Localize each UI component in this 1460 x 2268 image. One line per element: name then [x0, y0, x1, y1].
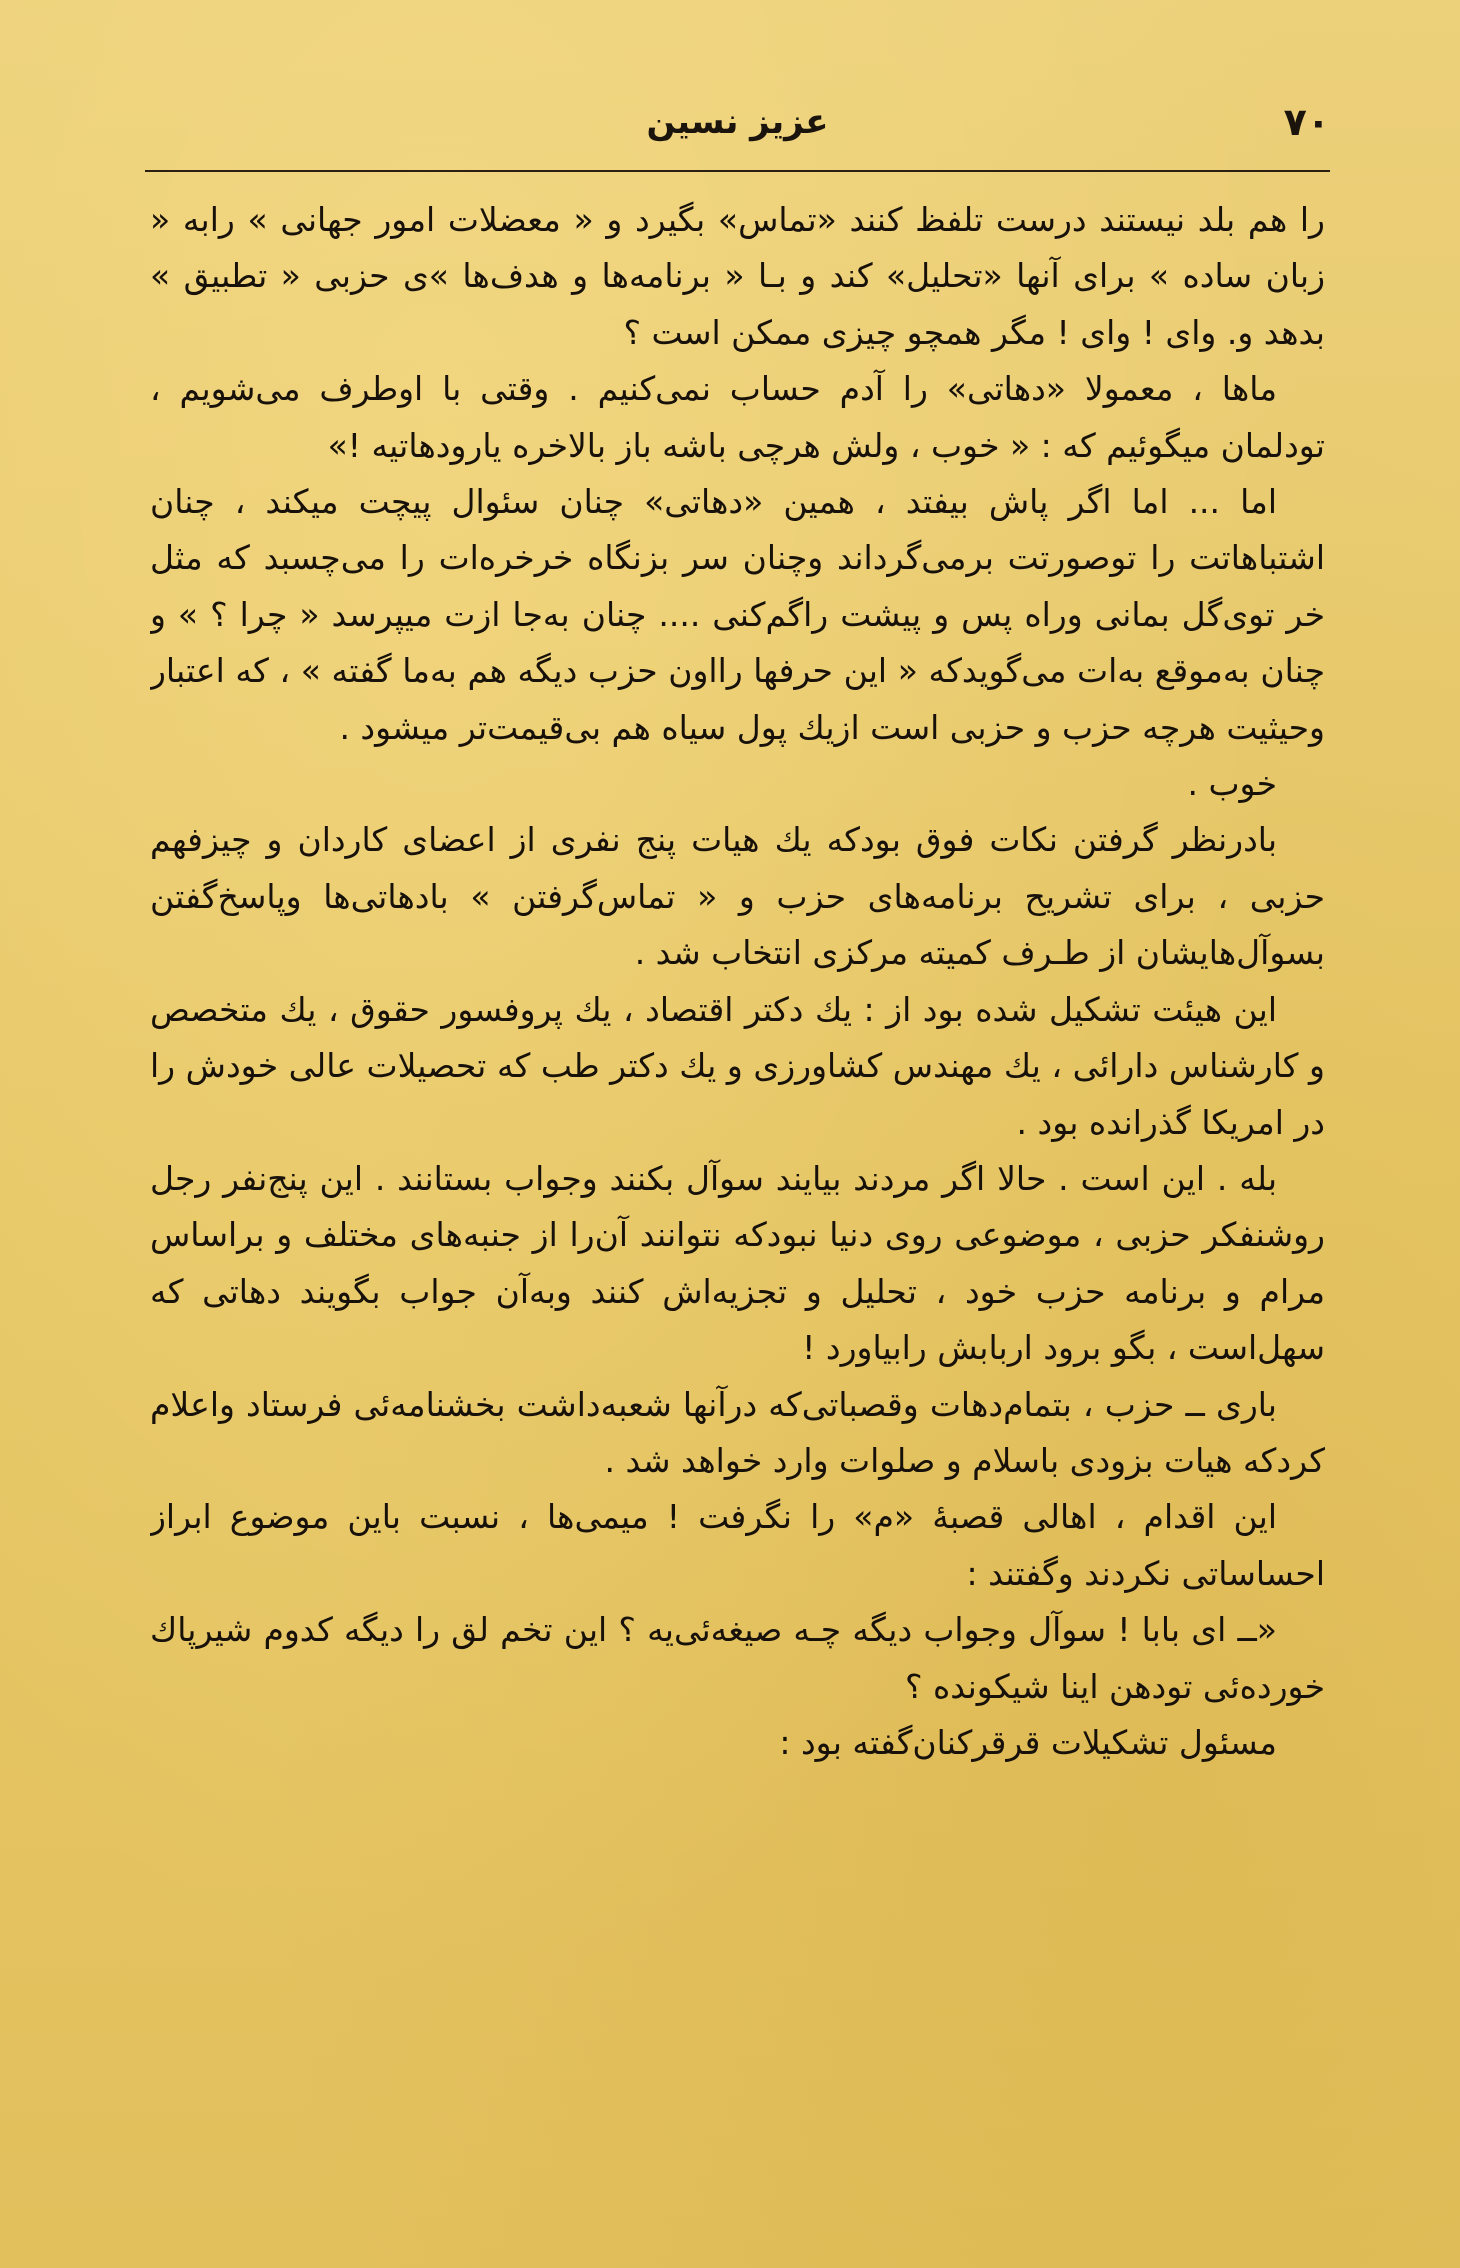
- running-title: عزیز نسین: [646, 102, 829, 142]
- page-number: ۷۰: [1283, 100, 1330, 144]
- paragraph: این اقدام ، اهالی قصبهٔ «م» را نگرفت ! میمی‌ها ، نسبت باین موضوع ابراز احساساتی نکردند وگفتند :: [150, 1497, 1325, 1593]
- body-text: [150, 192, 1325, 2202]
- paragraph: اما ... اما اگر پاش بیفتد ، همین «دهاتی» چنان سئوال پیچت میکند ، چنان اشتباهاتت را توصورتت برمی‌گرداند وچنان سر بزنگاه خرخره‌ات را می‌چسبد که مثل خر توی‌گل بمانی وراه پس و پیشت راگم‌کنی .... چنان به‌جا ازت میپرسد « چرا ؟ » و چنان به‌موقع به‌ات می‌گوید‌که « این حرفها رااون حزب دیگه هم به‌ما گفته » ، که اعتبار وحیثیت هرچه حزب و حزبی است ازیك پول سیاه هم بی‌قیمت‌تر میشود .: [150, 482, 1325, 747]
- paragraph: بادرنظر گرفتن نکات فوق بودکه یك هیات پنج نفری از اعضای کاردان و چیزفهم حزبی ، برای تشریح برنامه‌های حزب و « تماس‌گرفتن » بادهاتی‌ها وپاسخ‌گفتن بسوآل‌هایشان از طـرف کمیته مرکزی انتخاب شد .: [150, 820, 1325, 973]
- paragraph: مسئول تشکیلات قرقرکنان‌گفته بود :: [779, 1722, 1277, 1762]
- page-header: [145, 100, 1330, 160]
- paragraph: باری ــ حزب ، بتمام‌دهات وقصباتی‌که درآنها شعبه‌داشت بخشنامه‌ئی فرستاد واعلام کردکه هیات بزودی باسلام و صلوات وارد خواهد شد .: [150, 1384, 1325, 1480]
- paragraph: خوب .: [1187, 764, 1277, 804]
- header-rule: [145, 170, 1330, 172]
- paragraph: را هم بلد نیستند درست تلفظ کنند «تماس» بگیرد و « معضلات امور جهانی » رابه « زبان ساده » برای آنها «تحلیل» کند و بـا « برنامه‌ها و هدف‌ها »ی حزبی « تطبیق » بدهد و. وای ! وای ! مگر همچو چیزی ممکن است ؟: [150, 200, 1325, 352]
- paragraph: «ــ ای بابا ! سوآل وجواب دیگه چـه صیغه‌ئی‌یه ؟ این تخم لق را دیگه کدوم شیرپاك خورده‌ئی تودهن اینا شیکونده ؟: [150, 1610, 1325, 1706]
- paragraph: بله . این است . حالا اگر مردند بیایند سوآل بکنند وجواب بستانند . این پنج‌نفر رجل روشنفکر حزبی ، موضوعی روی دنیا نبودکه نتوانند آن‌را از جنبه‌های مختلف و براساس مرام و برنامه حزب خود ، تحلیل و تجزیه‌اش کنند وبه‌آن جواب بگویند دهاتی که سهل‌است ، بگو برود اربابش رابیاورد !: [150, 1158, 1325, 1368]
- paragraph: این هیئت تشکیل شده بود از : یك دکتر اقتصاد ، یك پروفسور حقوق ، یك متخصص و کارشناس دارائی ، یك مهندس کشاورزی و یك دکتر طب که تحصیلات عالی خودش را در امریکا گذرانده بود .: [150, 989, 1325, 1142]
- paragraph: ماها ، معمولا «دهاتی» را آدم حساب نمی‌کنیم . وقتی با اوطرف می‌شویم ، تودلمان میگوئیم که : « خوب ، ولش هرچی باشه باز بالاخره یارودهاتیه !»: [150, 369, 1325, 465]
